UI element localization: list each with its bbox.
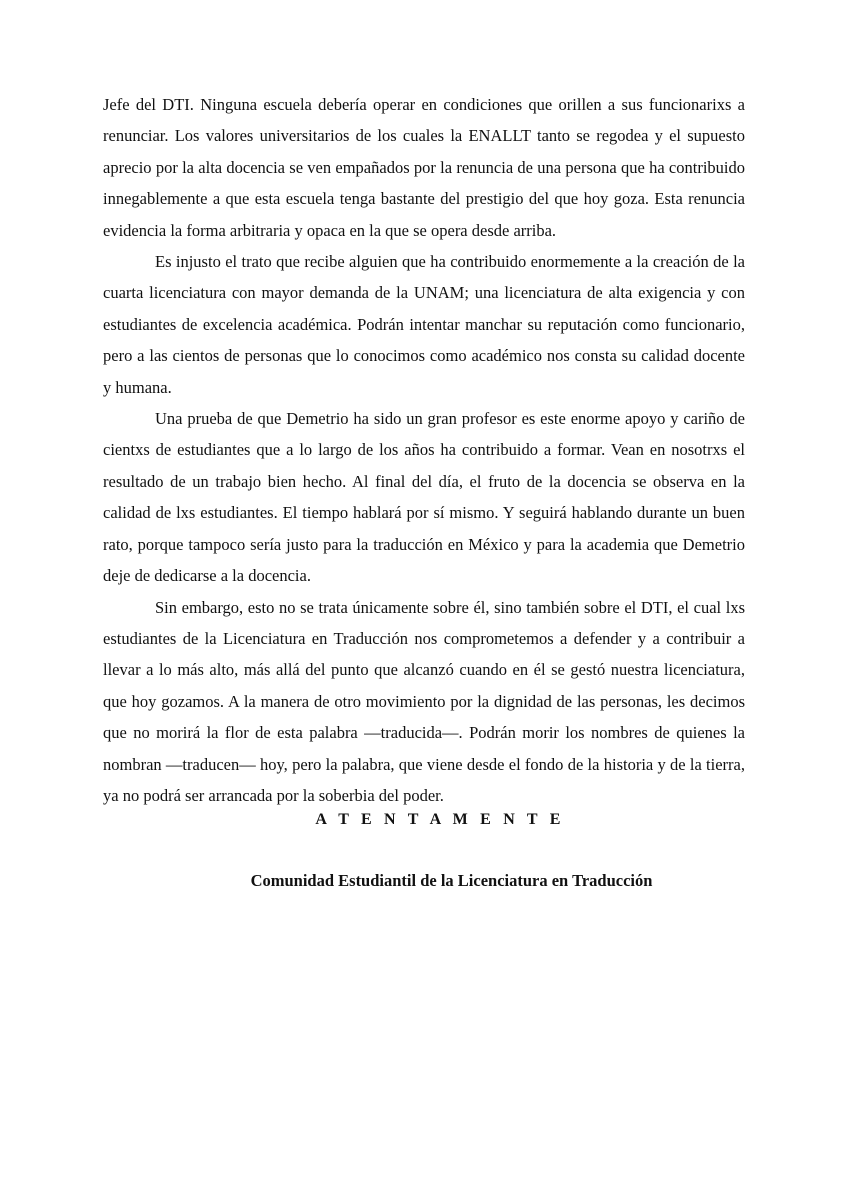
paragraph-continuation: Jefe del DTI. Ninguna escuela debería operar en condiciones que orillen a sus funcionarixs a renunciar. Los valores universitarios de los cuales la ENALLT tanto se regodea y el supuesto aprecio por la alta docencia se ven empañados por la renuncia de una persona que ha contribuido innegablemente a que esta escuela tenga bastante del prestigio del que hoy goza. Esta renuncia evidencia la forma arbitraria y opaca en la que se opera desde arriba. [103, 95, 745, 240]
paragraph-unfair-treatment: Es injusto el trato que recibe alguien que ha contribuido enormemente a la creación de la cuarta licenciatura con mayor demanda de la UNAM; una licenciatura de alta exigencia y con estudiantes de excelencia académica. Podrán intentar manchar su reputación como funcionario, pero a las cientos de personas que lo conocimos como académico nos consta su calidad docente y humana. [103, 252, 745, 397]
paragraph-defend-dti: Sin embargo, esto no se trata únicamente sobre él, sino también sobre el DTI, el cual lxs estudiantes de la Licenciatura en Traducción nos comprometemos a defender y a contribuir a llevar a lo más alto, más allá del punto que alcanzó cuando en él se gestó nuestra licenciatura, que hoy gozamos. A la manera de otro movimiento por la dignidad de las personas, les decimos que no morirá la flor de esta palabra —traducida—. Podrán morir los nombres de quienes la nombran —traducen— hoy, pero la palabra, que viene desde el fondo de la historia y de la tierra, ya no podrá ser arrancada por la soberbia del poder. [103, 597, 745, 805]
closing-salutation: A T E N T A M E N T E [315, 811, 565, 828]
letter-body [103, 89, 745, 811]
paragraph-student-support: Una prueba de que Demetrio ha sido un gran profesor es este enorme apoyo y cariño de cientxs de estudiantes que a lo largo de los años ha contribuido a formar. Vean en nosotrxs el resultado de un trabajo bien hecho. Al final del día, el fruto de la docencia se observa en la calidad de lxs estudiantes. El tiempo hablará por sí mismo. Y seguirá hablando durante un buen rato, porque tampoco sería justo para la traducción en México y para la academia que Demetrio deje de dedicarse a la docencia. [103, 409, 745, 586]
signature-line: Comunidad Estudiantil de la Licenciatura en Traducción [250, 871, 653, 890]
